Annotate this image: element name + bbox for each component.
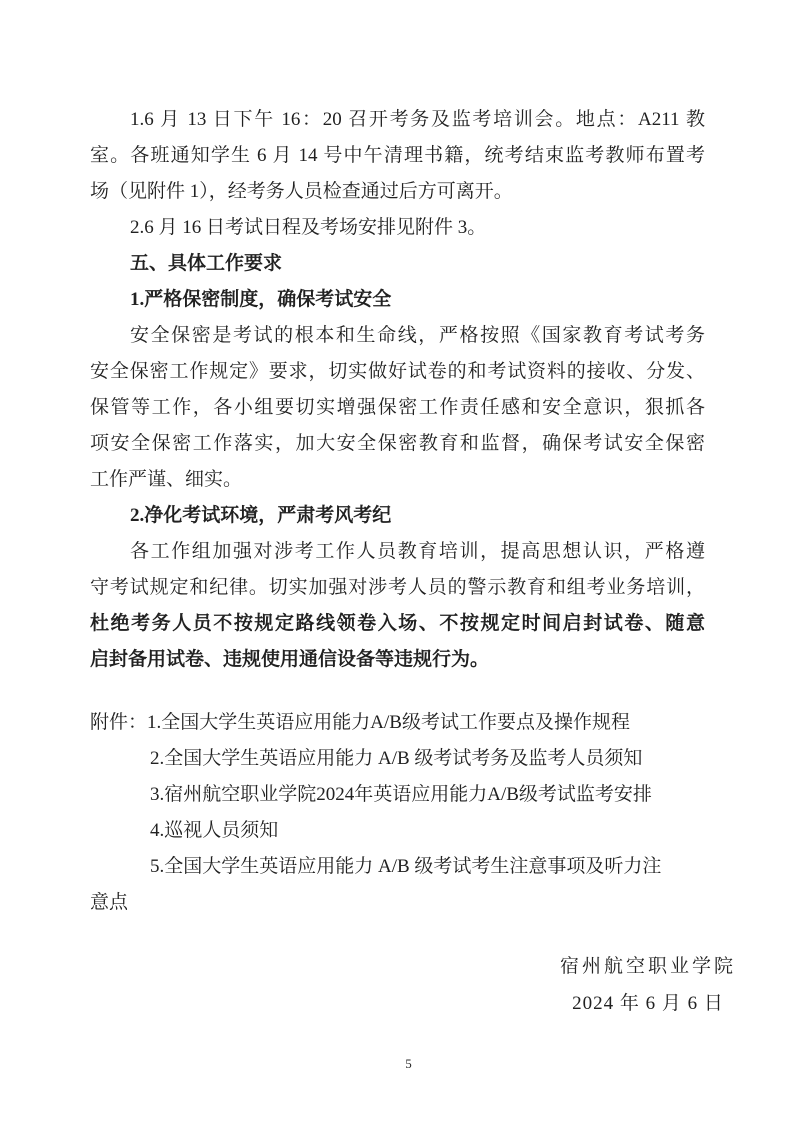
signature-block — [510, 948, 786, 1022]
attachments-block — [90, 705, 705, 921]
attachment-item: 2.全国大学生英语应用能力 A/B 级考试考务及监考人员须知 — [150, 748, 643, 769]
paragraph-line: 场（见附件 1），经考务人员检查通过后方可离开。 — [90, 181, 513, 202]
attachments-label: 附件： — [90, 712, 148, 733]
blank-line — [90, 678, 705, 705]
paragraph-line: 安全保密是考试的根本和生命线，严格按照《国家教育考试考务 — [130, 325, 705, 346]
paragraph-line: 室。各班通知学生 6 月 14 号中午清理书籍，统考结束监考教师布置考 — [90, 145, 705, 166]
subsection-heading-1: 1.严格保密制度，确保考试安全 — [130, 289, 392, 310]
paragraph-line-emphasis: 杜绝考务人员不按规定路线领卷入场、不按规定时间启封试卷、随意 — [90, 613, 705, 634]
paragraph-line: 2.6 月 16 日考试日程及考场安排见附件 3。 — [130, 217, 487, 238]
document-body — [90, 102, 736, 1022]
page-number: 5 — [405, 1056, 412, 1071]
attachment-item-continuation: 意点 — [90, 892, 129, 913]
signature-date: 2024 年 6 月 6 日 — [572, 993, 724, 1014]
section-heading: 五、具体工作要求 — [130, 253, 283, 274]
paragraph-line: 1.6 月 13 日下午 16：20 召开考务及监考培训会。地点：A211 教 — [130, 109, 705, 130]
attachment-item: 5.全国大学生英语应用能力 A/B 级考试考生注意事项及听力注 — [150, 856, 662, 877]
attachment-item: 3.宿州航空职业学院2024年英语应用能力A/B级考试监考安排 — [150, 784, 652, 805]
paragraph-line: 项安全保密工作落实，加大安全保密教育和监督，确保考试安全保密 — [90, 433, 705, 454]
paragraph-line: 工作严谨、细实。 — [90, 469, 243, 490]
attachment-item: 1.全国大学生英语应用能力A/B级考试工作要点及操作规程 — [147, 712, 630, 733]
paragraph-line: 安全保密工作规定》要求，切实做好试卷的和考试资料的接收、分发、 — [90, 361, 705, 382]
paragraph-line-emphasis: 启封备用试卷、违规使用通信设备等违规行为。 — [90, 649, 490, 670]
signature-org: 宿州航空职业学院 — [559, 956, 736, 977]
paragraph-line: 保管等工作，各小组要切实增强保密工作责任感和安全意识，狠抓各 — [90, 397, 705, 418]
paragraph-line: 各工作组加强对涉考工作人员教育培训，提高思想认识，严格遵 — [130, 541, 705, 562]
subsection-heading-2: 2.净化考试环境，严肃考风考纪 — [130, 505, 392, 526]
paragraph-line: 守考试规定和纪律。切实加强对涉考人员的警示教育和组考业务培训， — [90, 577, 705, 598]
attachments-first-line — [90, 705, 705, 741]
attachment-item: 4.巡视人员须知 — [150, 820, 279, 841]
